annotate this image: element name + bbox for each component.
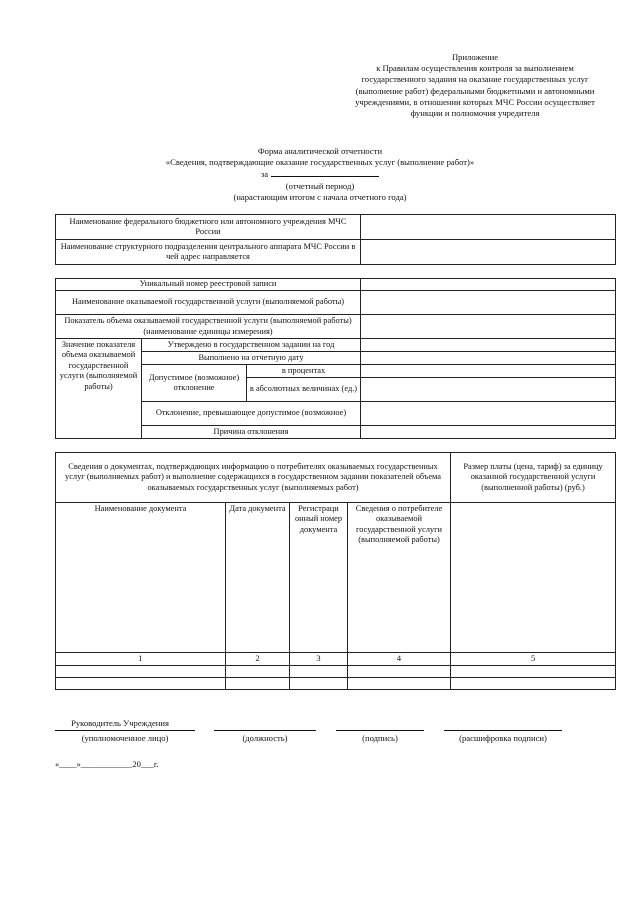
form-subtitle: «Сведения, подтверждающие оказание государственных услуг (выполнение работ)» — [165, 157, 475, 167]
allowed-deviation-label: Допустимое (возможное) отклонение — [142, 365, 247, 402]
table-cell[interactable] — [226, 678, 290, 690]
indicator-value-label: Значение показателя объема оказываемой государственной услуги (выполняемой работы) — [56, 339, 142, 439]
documents-table — [55, 452, 616, 690]
appendix-line: к Правилам осуществления контроля за выполнением — [376, 63, 574, 74]
service-name-label: Наименование оказываемой государственной услуги (выполняемой работы) — [56, 291, 361, 315]
registry-number-label: Уникальный номер реестровой записи — [56, 279, 361, 291]
in-absolute-value[interactable] — [361, 378, 616, 402]
authorized-caption: (уполномоченное лицо) — [81, 733, 169, 743]
deviation-reason-value[interactable] — [361, 426, 616, 439]
table-cell[interactable] — [290, 678, 348, 690]
col-number: 3 — [290, 653, 348, 666]
table-cell[interactable] — [56, 678, 226, 690]
service-name-value[interactable] — [361, 291, 616, 315]
service-indicator-table — [55, 278, 616, 439]
in-percent-value[interactable] — [361, 365, 616, 378]
table-row — [56, 666, 616, 678]
sign-line[interactable] — [336, 730, 424, 731]
registry-number-value[interactable] — [361, 279, 616, 291]
appendix-line: (выполнение работ) федеральными бюджетными и автономными — [355, 85, 595, 96]
table-cell[interactable] — [226, 666, 290, 678]
in-percent-label: в процентах — [247, 365, 361, 378]
department-name-value[interactable] — [361, 240, 616, 265]
position-line[interactable] — [214, 730, 316, 731]
table-cell[interactable] — [56, 666, 226, 678]
col-number: 2 — [226, 653, 290, 666]
col-fee — [451, 503, 616, 653]
volume-indicator-label: Показатель объема оказываемой государственной услуги (выполняемой работы) (наименование единицы измерения) — [56, 315, 361, 339]
col-number: 4 — [348, 653, 451, 666]
appendix-line: государственного задания на оказание государственных услуг — [361, 74, 589, 85]
deviation-reason-label: Причина отклонения — [142, 426, 361, 439]
table-cell[interactable] — [451, 666, 616, 678]
institution-name-label: Наименование федерального бюджетного или автономного учреждения МЧС России — [56, 215, 361, 240]
excess-deviation-label: Отклонение, превышающее допустимое (возможное) — [142, 402, 361, 426]
institution-name-value[interactable] — [361, 215, 616, 240]
table-cell[interactable] — [348, 666, 451, 678]
volume-indicator-value[interactable] — [361, 315, 616, 339]
appendix-line: Приложение — [451, 52, 499, 62]
fulfilled-label: Выполнено на отчетную дату — [142, 352, 361, 365]
appendix-header — [330, 52, 620, 119]
head-label: Руководитель Учреждения — [71, 718, 169, 728]
excess-deviation-value[interactable] — [361, 402, 616, 426]
appendix-line: функции и полномочия учредителя — [410, 108, 540, 119]
appendix-line: учреждениями, в отношении которых МЧС России осуществляет — [355, 96, 595, 107]
fee-header: Размер платы (цена, тариф) за единицу оказанной государственной услуги (выполненной работы) (руб.) — [451, 453, 616, 503]
col-reg-number: Регистраци онный номер документа — [290, 503, 348, 653]
col-doc-name: Наименование документа — [56, 503, 226, 653]
period-blank[interactable] — [271, 169, 379, 177]
form-title: Форма аналитической отчетности — [257, 146, 383, 156]
table-cell[interactable] — [348, 678, 451, 690]
za-label: за — [260, 169, 269, 179]
in-absolute-label: в абсолютных величинах (ед.) — [247, 378, 361, 402]
decoding-line[interactable] — [444, 730, 562, 731]
period-hint: (отчетный период) — [285, 181, 355, 191]
period-field — [0, 169, 640, 180]
col-consumer: Сведения о потребителе оказываемой государственной услуги (выполняемой работы) — [348, 503, 451, 653]
head-line — [55, 730, 195, 731]
approved-label: Утверждено в государственном задании на год — [142, 339, 361, 352]
table-cell[interactable] — [290, 666, 348, 678]
decoding-caption: (расшифровка подписи) — [459, 733, 547, 743]
approved-value[interactable] — [361, 339, 616, 352]
col-number: 5 — [451, 653, 616, 666]
fulfilled-value[interactable] — [361, 352, 616, 365]
department-name-label: Наименование структурного подразделения центрального аппарата МЧС России в чей адрес направляется — [56, 240, 361, 265]
cumulative-hint: (нарастающим итогом с начала отчетного года) — [233, 192, 407, 202]
institution-table — [55, 214, 616, 265]
date-field[interactable]: «____»____________20___г. — [55, 759, 159, 769]
table-row — [56, 678, 616, 690]
documents-header: Сведения о документах, подтверждающих информацию о потребителях оказываемых государственных услуг (выполняемых работ) и выполнение содержащихся в государственном задании показателей объема оказываемых государственных услуг (выполняемых работ) — [56, 453, 451, 503]
col-doc-date: Дата документа — [226, 503, 290, 653]
sign-caption: (подпись) — [362, 733, 398, 743]
col-number: 1 — [56, 653, 226, 666]
table-cell[interactable] — [451, 678, 616, 690]
position-caption: (должность) — [242, 733, 288, 743]
